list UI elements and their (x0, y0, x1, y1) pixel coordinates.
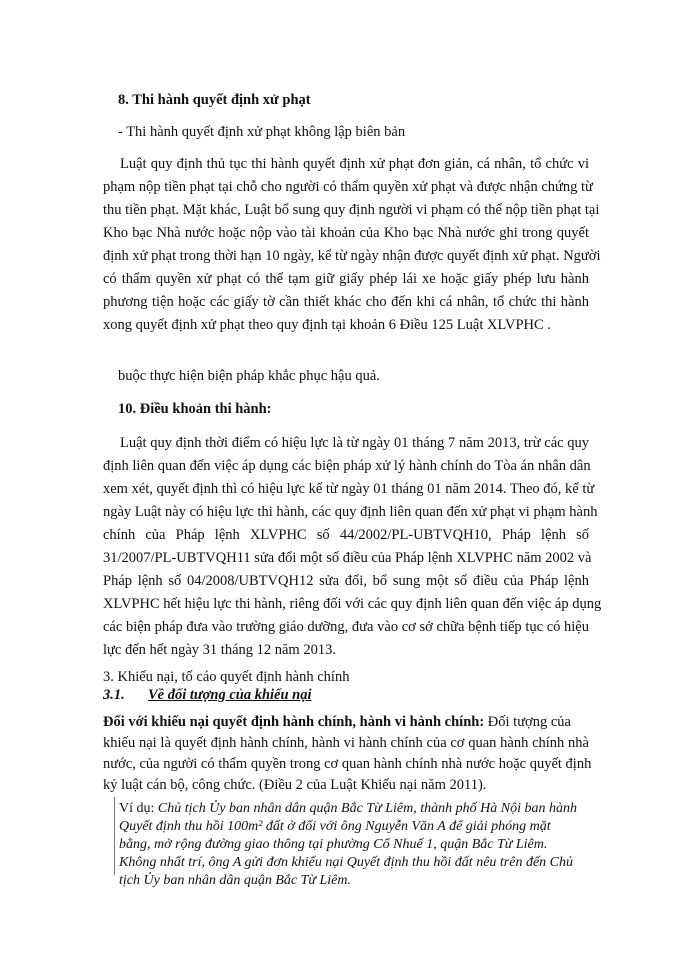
paragraph-line: xong quyết định xử phạt theo quy định tại khoản 6 Điều 125 Luật XLVPHC . (103, 317, 551, 333)
paragraph-line: có thẩm quyền xử phạt có thể tạm giữ giấy phép lái xe hoặc giấy phép lưu hành (103, 271, 589, 287)
paragraph-line: định xử phạt trong thời hạn 10 ngày, kể từ ngày nhận được quyết định xử phạt. Người (103, 248, 601, 264)
example-line: Không nhất trí, ông A gửi đơn khiếu nại Quyết định thu hồi đất nêu trên đến Chủ (119, 855, 574, 870)
paragraph-line: XLVPHC hết hiệu lực thi hành, riêng đối với các quy định liên quan đến việc áp dụng (103, 596, 602, 612)
paragraph-line: phương tiện hoặc các giấy tờ cần thiết khác cho đến khi cá nhân, tổ chức thi hành (103, 294, 589, 310)
example-line: Quyết định thu hồi 100m² đất ở đối với ông Nguyễn Văn A để giải phóng mặt (119, 819, 551, 834)
paragraph-line: Pháp lệnh số 04/2008/UBTVQH12 sửa đổi, bổ sung một số điều của Pháp lệnh (103, 573, 589, 589)
lead-rest: Đối tượng của (484, 714, 571, 730)
paragraph-line: Luật quy định thời điểm có hiệu lực là từ ngày 01 tháng 7 năm 2013, trừ các quy (120, 435, 589, 451)
section-10-title: 10. Điều khoản thi hành: (118, 401, 272, 417)
paragraph-fragment: buộc thực hiện biện pháp khắc phục hậu quả. (118, 368, 380, 384)
paragraph-line-lead (103, 713, 589, 731)
example-prefix: Ví dụ: (119, 801, 158, 816)
paragraph-line: phạm nộp tiền phạt tại chỗ cho người có thẩm quyền xử phạt và được nhận chứng từ (103, 179, 593, 195)
example-line: tịch Ủy ban nhân dân quận Bắc Từ Liêm. (119, 873, 352, 888)
paragraph-line: Kho bạc Nhà nước hoặc nộp vào tài khoản của Kho bạc Nhà nước ghi trong quyết (103, 225, 589, 241)
example-text: Chủ tịch Ủy ban nhân dân quận Bắc Từ Liêm, thành phố Hà Nội ban hành (157, 801, 577, 816)
example-line: bằng, mở rộng đường giao thông tại phường Cổ Nhuế 1, quận Bắc Từ Liêm. (119, 837, 548, 852)
subsection-number: 3.1. (103, 687, 125, 703)
section-3-title: 3. Khiếu nại, tố cáo quyết định hành chính (103, 669, 350, 685)
paragraph-line: 31/2007/PL-UBTVQH11 sửa đổi một số điều của Pháp lệnh XLVPHC năm 2002 và (103, 550, 592, 566)
paragraph-line: xem xét, quyết định thì có hiệu lực kể từ ngày 01 tháng 01 năm 2014. Theo đó, kể từ (103, 481, 595, 497)
paragraph-line: thu tiền phạt. Mặt khác, Luật bổ sung quy định người vi phạm có thể nộp tiền phạt tại (103, 202, 600, 218)
section-8-bullet: - Thi hành quyết định xử phạt không lập biên bản (118, 124, 406, 140)
paragraph-line: định liên quan đến việc áp dụng các biện pháp xử lý hành chính do Tòa án nhân dân (103, 458, 591, 474)
paragraph-line: ngày Luật này có hiệu lực thi hành, các quy định liên quan đến xử phạt vi phạm hành (103, 504, 598, 520)
paragraph-line: các biện pháp đưa vào trường giáo dưỡng, đưa vào cơ sở chữa bệnh tiếp tục có hiệu (103, 619, 589, 635)
lead-heading: Đối với khiếu nại quyết định hành chính, hành vi hành chính: (103, 714, 485, 730)
paragraph-line: Luật quy định thủ tục thi hành quyết định xử phạt đơn giản, cá nhân, tổ chức vi (120, 156, 589, 172)
paragraph-line: kỷ luật cán bộ, công chức. (Điều 2 của Luật Khiếu nại năm 2011). (103, 777, 487, 793)
paragraph-line: khiếu nại là quyết định hành chính, hành vi hành chính của cơ quan hành chính nhà (103, 735, 589, 751)
section-8-title: 8. Thi hành quyết định xử phạt (118, 92, 311, 108)
paragraph-line: lực đến hết ngày 31 tháng 12 năm 2013. (103, 642, 336, 658)
paragraph-line: nước, của người có thẩm quyền trong cơ quan hành chính nhà nước hoặc quyết định (103, 756, 592, 772)
example-line (119, 800, 577, 818)
paragraph-line: chính của Pháp lệnh XLVPHC số 44/2002/PL-UBTVQH10, Pháp lệnh số (103, 527, 589, 543)
subsection-title: Về đối tượng của khiếu nại (148, 687, 312, 703)
